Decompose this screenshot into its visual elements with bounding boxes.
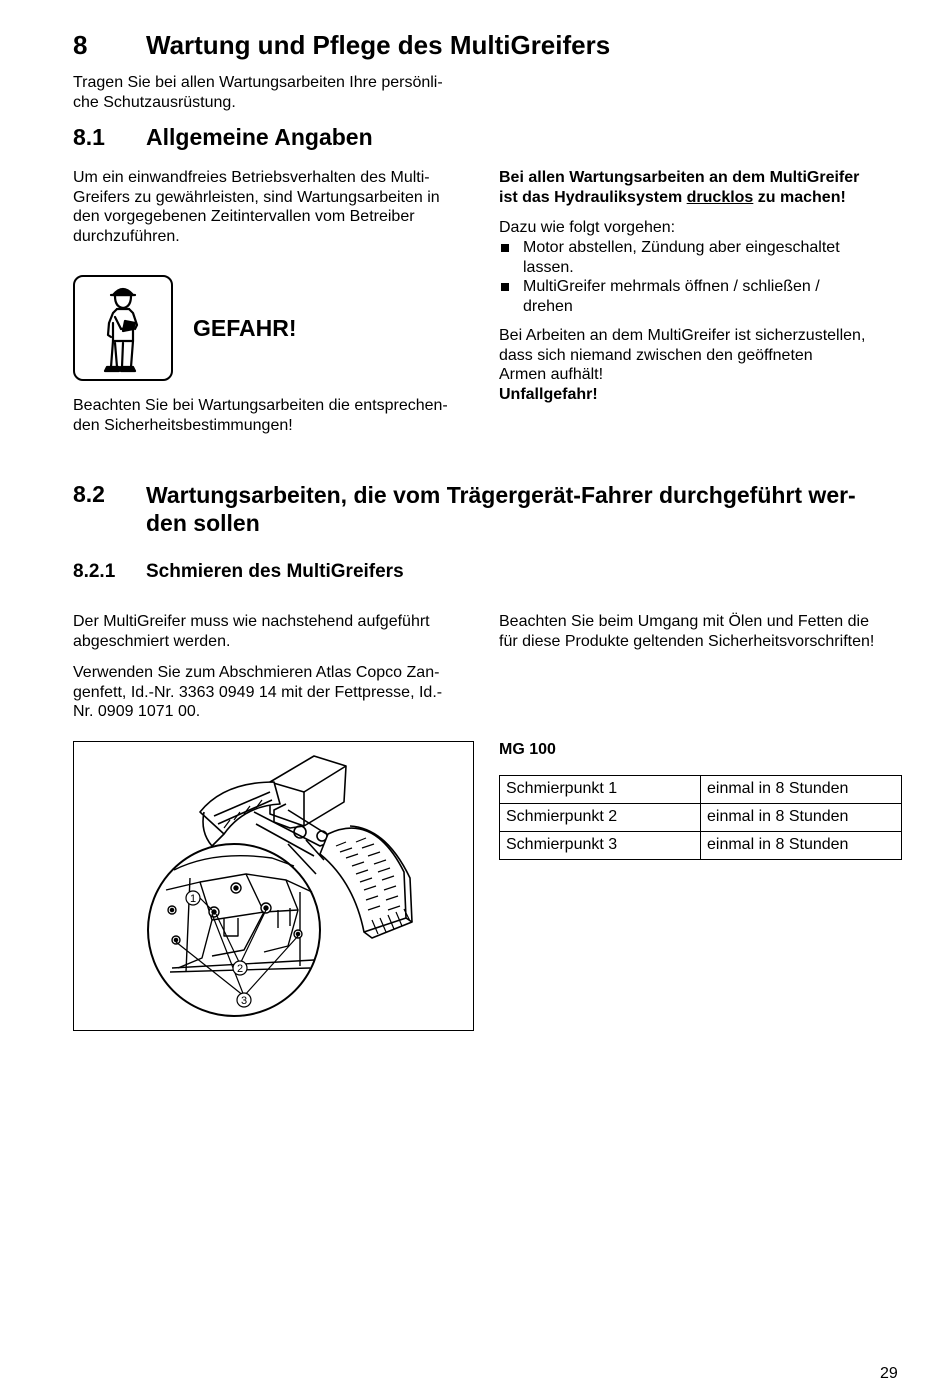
text-line <box>499 188 909 208</box>
table-cell: Schmierpunkt 3 <box>500 832 701 860</box>
text-line: den vorgegebenen Zeitintervallen vom Betreiber <box>73 208 415 225</box>
text-line: lassen. <box>523 258 574 276</box>
text-line: Armen aufhält! <box>499 366 604 383</box>
text-line: Um ein einwandfreies Betriebsverhalten des Multi- <box>73 169 430 186</box>
text-line: den Sicherheitsbestimmungen! <box>73 416 293 434</box>
section-8-2-1-number: 8.2.1 <box>73 561 116 582</box>
text-fragment: zu machen! <box>753 188 846 206</box>
text-line: Verwenden Sie zum Abschmieren Atlas Copco Zan- <box>73 664 440 681</box>
lubrication-paragraph-1 <box>73 612 483 651</box>
table-row <box>500 804 902 832</box>
table-row <box>500 776 902 804</box>
text-line: Beachten Sie bei Wartungsarbeiten die entsprechen- <box>73 397 448 414</box>
text-line: Beachten Sie beim Umgang mit Ölen und Fetten die <box>499 613 869 630</box>
text-line: dass sich niemand zwischen den geöffneten <box>499 346 813 364</box>
text-line: abgeschmiert werden. <box>73 632 231 650</box>
grease-points-figure <box>73 741 474 1031</box>
list-item <box>499 238 909 277</box>
callout-2: 2 <box>236 963 244 975</box>
accident-danger-label: Unfallgefahr! <box>499 385 598 403</box>
caution-paragraph <box>499 326 919 404</box>
text-line: für diese Produkte geltenden Sicherheitsvorschriften! <box>499 632 875 650</box>
table-row <box>500 832 902 860</box>
text-line: Motor abstellen, Zündung aber eingeschaltet <box>523 239 840 256</box>
danger-label: GEFAHR! <box>193 315 297 341</box>
section-8-2-1-title: Schmieren des MultiGreifers <box>146 561 404 582</box>
text-line: Bei allen Wartungsarbeiten an dem MultiGreifer <box>499 169 860 186</box>
procedure-list <box>499 238 909 316</box>
callout-1: 1 <box>189 893 197 905</box>
text-line: MultiGreifer mehrmals öffnen / schließen / <box>523 278 820 295</box>
general-info-paragraph <box>73 168 483 246</box>
text-fragment: ist das Hydrauliksystem <box>499 188 687 206</box>
table-cell: Schmierpunkt 1 <box>500 776 701 804</box>
section-8-1-number: 8.1 <box>73 124 105 150</box>
intro-line: che Schutzausrüstung. <box>73 93 236 111</box>
callout-3: 3 <box>240 995 248 1007</box>
title-line: Wartungsarbeiten, die vom Trägergerät-Fahrer durchgeführt wer- <box>146 482 856 508</box>
oil-safety-paragraph <box>499 612 929 651</box>
underlined-term: drucklos <box>686 188 754 206</box>
chapter-title: Wartung und Pflege des MultiGreifers <box>146 30 611 60</box>
depressurize-warning <box>499 168 909 207</box>
text-line: Bei Arbeiten an dem MultiGreifer ist sicherzustellen, <box>499 327 866 344</box>
procedure-intro: Dazu wie folgt vorgehen: <box>499 219 676 236</box>
table-cell: einmal in 8 Stunden <box>701 804 902 832</box>
title-line: den sollen <box>146 510 260 536</box>
protective-equipment-person-icon <box>73 275 173 381</box>
chapter-number: 8 <box>73 30 88 60</box>
text-line: durchzuführen. <box>73 227 180 245</box>
table-cell: einmal in 8 Stunden <box>701 776 902 804</box>
table-cell: einmal in 8 Stunden <box>701 832 902 860</box>
text-line: Der MultiGreifer muss wie nachstehend aufgeführt <box>73 613 430 630</box>
safety-note-paragraph <box>73 396 483 435</box>
text-line: drehen <box>523 297 573 315</box>
page-number: 29 <box>880 1365 898 1382</box>
section-8-1-title: Allgemeine Angaben <box>146 124 373 150</box>
list-item <box>499 277 909 316</box>
text-line: genfett, Id.-Nr. 3363 0949 14 mit der Fettpresse, Id.- <box>73 683 443 701</box>
text-line: Greifers zu gewährleisten, sind Wartungsarbeiten in <box>73 188 440 206</box>
section-8-2-number: 8.2 <box>73 481 105 507</box>
model-label: MG 100 <box>499 741 556 758</box>
table-cell: Schmierpunkt 2 <box>500 804 701 832</box>
section-8-2-title <box>146 481 856 537</box>
intro-line: Tragen Sie bei allen Wartungsarbeiten Ihre persönli- <box>73 74 443 91</box>
lubrication-paragraph-2 <box>73 663 483 722</box>
lubrication-schedule-table <box>499 775 902 860</box>
intro-paragraph <box>73 73 483 112</box>
text-line: Nr. 0909 1071 00. <box>73 703 201 720</box>
